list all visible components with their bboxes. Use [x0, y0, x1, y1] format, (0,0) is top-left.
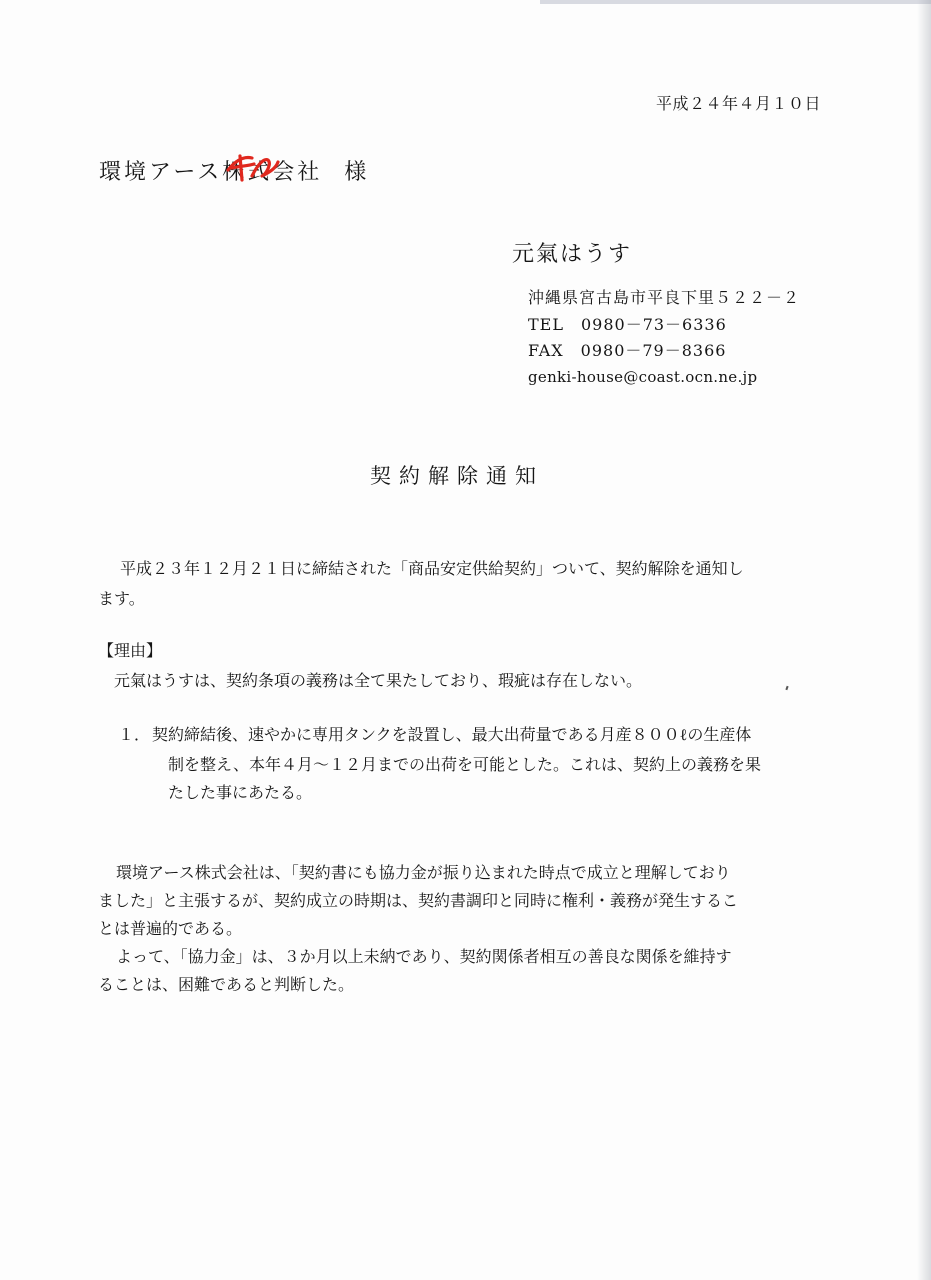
reason-lead: 元氣はうすは、契約条項の義務は全て果たしており、瑕疵は存在しない。	[114, 671, 643, 690]
scan-edge-right	[917, 0, 931, 1280]
claim-paragraph-line-3: とは普遍的である。	[98, 919, 243, 938]
reason-item-number: １．	[118, 725, 151, 744]
claim-paragraph-line-2: ました」と主張するが、契約成立の時期は、契約書調印と同時に権利・義務が発生するこ	[98, 891, 739, 910]
scan-edge-top	[540, 0, 931, 4]
reason-heading: 【理由】	[98, 641, 163, 660]
reason-item-line-2: 制を整え、本年４月～１２月までの出荷を可能とした。これは、契約上の義務を果	[168, 755, 761, 774]
claim-paragraph-line-1: 環境アース株式会社は、「契約書にも協力金が振り込まれた時点で成立と理解しており	[116, 863, 731, 882]
notice-paragraph-line-1: 平成２３年１２月２１日に締結された「商品安定供給契約」ついて、契約解除を通知し	[120, 559, 744, 578]
conclusion-paragraph-line-1: よって、「協力金」は、３か月以上未納であり、契約関係者相互の善良な関係を維持す	[116, 947, 732, 966]
sender-email: genki-house@coast.ocn.ne.jp	[528, 368, 758, 386]
sender-fax: FAX 0980－79－8366	[528, 341, 727, 360]
sender-address: 沖縄県宮古島市平良下里５２２－２	[528, 288, 801, 307]
sender-tel: TEL 0980－73－6336	[528, 315, 727, 334]
recipient-line	[99, 155, 369, 186]
conclusion-paragraph-line-2: ることは、困難であると判断した。	[98, 975, 355, 994]
scan-speck	[785, 686, 788, 690]
reason-item-line-1: 契約締結後、速やかに専用タンクを設置し、最大出荷量である月産８００ℓの生産体	[152, 725, 752, 744]
document-title: 契約解除通知	[370, 464, 544, 488]
recipient-company: 環境アース株式会社	[99, 160, 323, 185]
recipient-honorific: 様	[344, 160, 370, 185]
reason-item-line-3: たした事にあたる。	[168, 783, 313, 802]
notice-paragraph-line-2: ます。	[98, 589, 145, 608]
sender-name: 元氣はうす	[512, 242, 633, 267]
document-date: 平成２４年４月１０日	[656, 94, 822, 113]
